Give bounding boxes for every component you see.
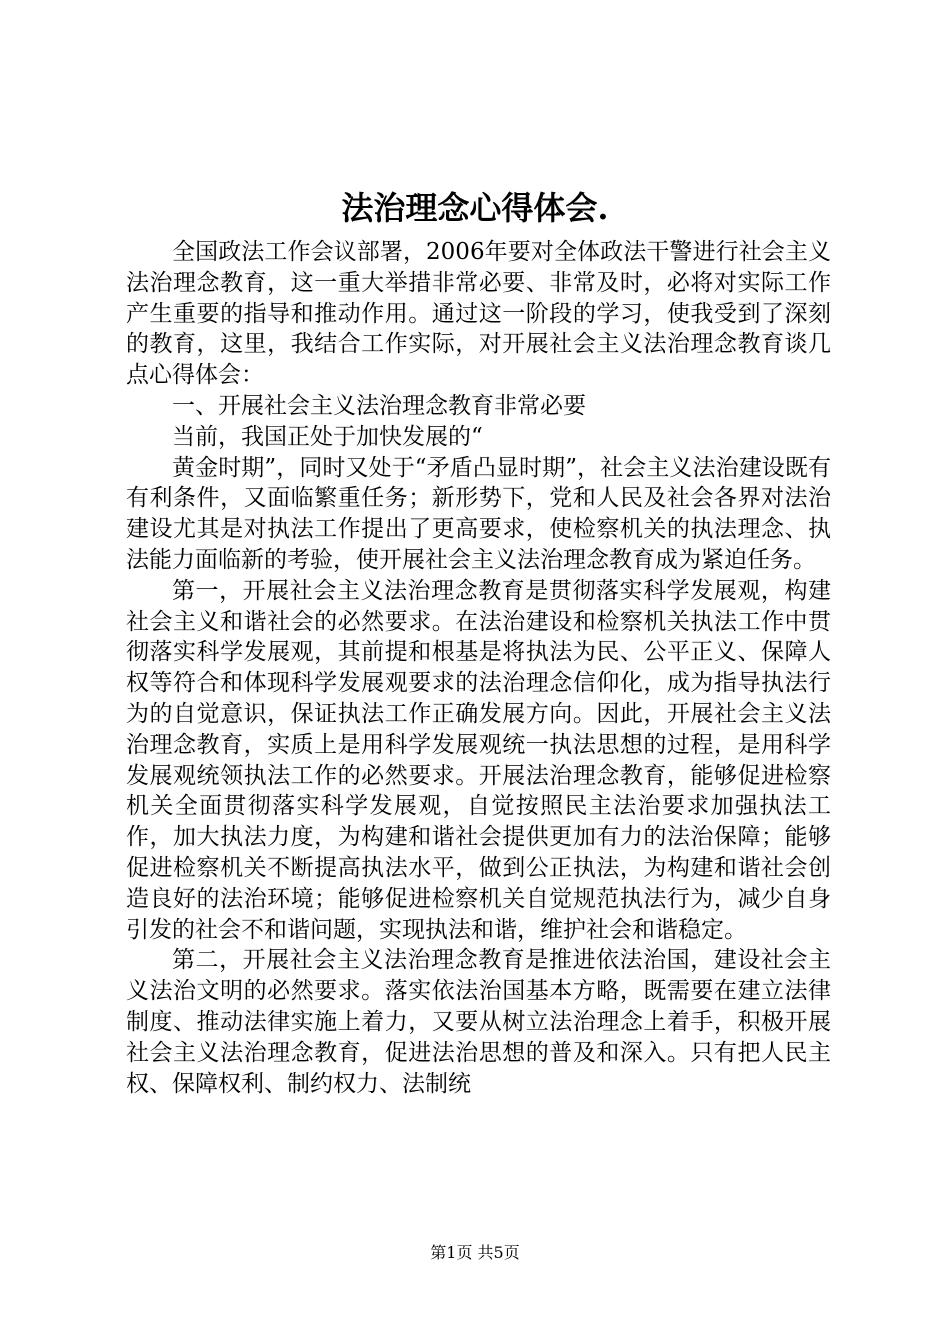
paragraph-intro: 全国政法工作会议部署，2006年要对全体政法干警进行社会主义法治理念教育，这一重大举措非常必要、非常及时，必将对实际工作产生重要的指导和推动作用。通过这一阶段的学习，使我受到了深刻的教育，这里，我结合工作实际，对开展社会主义法治理念教育谈几点心得体会： bbox=[126, 239, 831, 389]
paragraph-second-point: 第二，开展社会主义法治理念教育是推进依法治国，建设社会主义法治文明的必然要求。落实依法治国基本方略，既需要在建立法律制度、推动法律实施上着力，又要从树立法治理念上着手，积极开展社会主义法治理念教育，促进法治思想的普及和深入。只有把人民主权、保障权利、制约权力、法制统 bbox=[126, 947, 831, 1097]
page-number: 第1页 共5页 bbox=[430, 1243, 520, 1262]
document-title: 法治理念心得体会. bbox=[341, 189, 609, 227]
document-body bbox=[126, 237, 831, 1099]
paragraph-golden-period: 黄金时期”，同时又处于“矛盾凸显时期”，社会主义法治建设既有有利条件，又面临繁重任务；新形势下，党和人民及社会各界对法治建设尤其是对执法工作提出了更高要求，使检察机关的执法理念、执法能力面临新的考验，使开展社会主义法治理念教育成为紧迫任务。 bbox=[126, 454, 831, 573]
section-heading-1: 一、开展社会主义法治理念教育非常必要 bbox=[172, 392, 586, 419]
paragraph-first-point: 第一，开展社会主义法治理念教育是贯彻落实科学发展观，构建社会主义和谐社会的必然要求。在法治建设和检察机关执法工作中贯彻落实科学发展观，其前提和根基是将执法为民、公平正义、保障人权等符合和体现科学发展观要求的法治理念信仰化，成为指导执法行为的自觉意识，保证执法工作正确发展方向。因此，开展社会主义法治理念教育，实质上是用科学发展观统一执法思想的过程，是用科学发展观统领执法工作的必然要求。开展法治理念教育，能够促进检察机关全面贯彻落实科学发展观，自觉按照民主法治要求加强执法工作，加大执法力度，为构建和谐社会提供更加有力的法治保障；能够促进检察机关不断提高执法水平，做到公正执法，为构建和谐社会创造良好的法治环境；能够促进检察机关自觉规范执法行为，减少自身引发的社会不和谐问题，实现执法和谐，维护社会和谐稳定。 bbox=[126, 577, 831, 943]
paragraph-current-situation: 当前，我国正处于加快发展的“ bbox=[172, 423, 483, 450]
